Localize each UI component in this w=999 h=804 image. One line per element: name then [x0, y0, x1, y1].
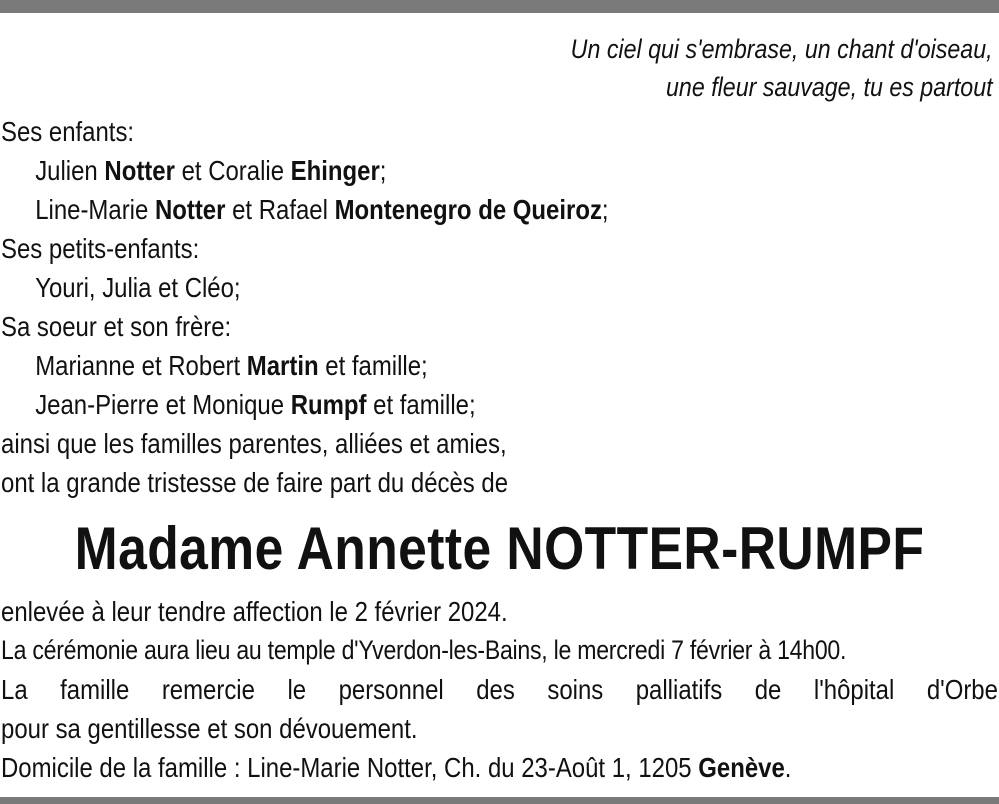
- sibling-1-last-name: Martin: [246, 350, 319, 381]
- sibling-2-line: [1, 385, 993, 424]
- grandchildren-label: Ses petits-enfants:: [1, 233, 200, 264]
- child-1-first-name: Julien: [35, 155, 98, 186]
- punctuation: ;: [601, 194, 609, 225]
- bottom-rule: [0, 797, 999, 804]
- details-block: [1, 592, 998, 787]
- top-rule: [0, 0, 999, 13]
- child-2-last-name: Notter: [154, 194, 226, 225]
- child-1-partner-first-name: Coralie: [208, 155, 285, 186]
- taken-line: enlevée à leur tendre affection le 2 février 2024.: [1, 596, 508, 627]
- conjunction: et: [232, 194, 253, 225]
- siblings-label: Sa soeur et son frère:: [1, 311, 232, 342]
- children-label: Ses enfants:: [1, 116, 135, 147]
- deceased-name: Madame Annette NOTTER-RUMPF: [74, 515, 925, 582]
- grandchildren-names: Youri, Julia et Cléo;: [35, 272, 241, 303]
- sibling-1-rest: et famille;: [325, 350, 428, 381]
- sibling-1-names: Marianne et Robert: [35, 350, 241, 381]
- sibling-2-last-name: Rumpf: [290, 389, 367, 420]
- child-2-first-name: Line-Marie: [35, 194, 149, 225]
- thanks-line-1: La famille remercie le personnel des soins palliatifs de l'hôpital d'Orbe: [1, 674, 998, 705]
- domicile-address: Domicile de la famille : Line-Marie Notter, Ch. du 23-Août 1, 1205: [1, 752, 692, 783]
- thanks-line-2: pour sa gentillesse et son dévouement.: [1, 713, 418, 744]
- punctuation: ;: [379, 155, 387, 186]
- conjunction: et: [181, 155, 202, 186]
- poem-line-2: une fleur sauvage, tu es partout: [666, 72, 993, 102]
- domicile-line: [1, 748, 993, 787]
- child-2-partner-first-name: Rafael: [258, 194, 328, 225]
- sibling-2-names: Jean-Pierre et Monique: [35, 389, 285, 420]
- sibling-2-rest: et famille;: [373, 389, 476, 420]
- relatives-line: ainsi que les familles parentes, alliées et amies,: [1, 428, 507, 459]
- sibling-1-line: [1, 346, 993, 385]
- child-1-line: [1, 151, 993, 190]
- announcement-line: ont la grande tristesse de faire part du décès de: [1, 467, 509, 498]
- poem-line-1: Un ciel qui s'embrase, un chant d'oiseau,: [571, 34, 993, 64]
- child-2-partner-last-name: Montenegro de Queiroz: [334, 194, 602, 225]
- family-list: [1, 112, 993, 502]
- child-2-line: [1, 190, 993, 229]
- ceremony-line: La cérémonie aura lieu au temple d'Yverdon-les-Bains, le mercredi 7 février à 14h00.: [1, 635, 847, 665]
- epigraph-poem: [571, 30, 993, 106]
- child-1-partner-last-name: Ehinger: [290, 155, 380, 186]
- domicile-city: Genève: [698, 752, 785, 783]
- child-1-last-name: Notter: [104, 155, 175, 186]
- punctuation: .: [784, 752, 792, 783]
